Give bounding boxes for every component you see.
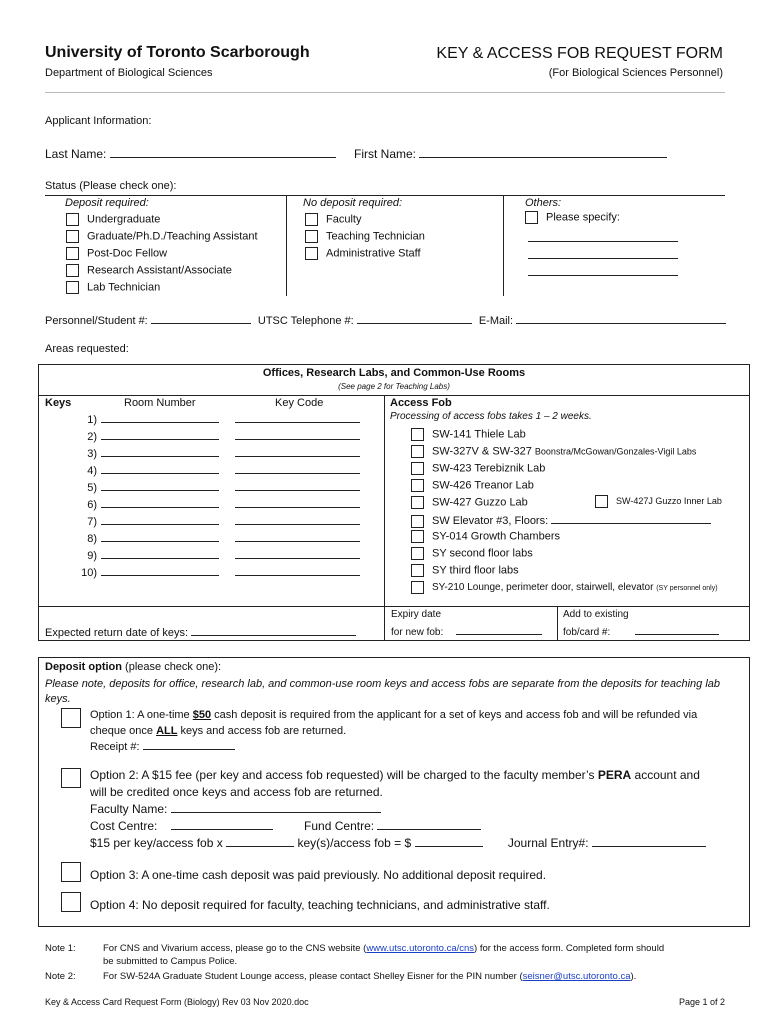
room-number-field[interactable] (101, 514, 219, 525)
key-row: 5) (79, 480, 360, 494)
status-divider (503, 196, 504, 296)
applicant-info-label: Applicant Information: (45, 115, 152, 127)
note-1-label: Note 1: (45, 943, 76, 954)
room-number-field[interactable] (101, 463, 219, 474)
room-number-field[interactable] (101, 565, 219, 576)
status-lab-technician: Lab Technician (66, 281, 160, 294)
header-divider (45, 92, 725, 93)
checkbox[interactable] (411, 547, 424, 560)
status-other: Please specify: (525, 211, 620, 224)
key-code-field[interactable] (235, 565, 360, 576)
key-code-field[interactable] (235, 531, 360, 542)
status-teaching-technician: Teaching Technician (305, 230, 425, 243)
first-name-row (354, 147, 667, 161)
key-row: 1) (79, 412, 360, 426)
others-heading: Others: (525, 197, 562, 209)
room-number-heading: Room Number (124, 397, 196, 409)
note-2-text: For SW-524A Graduate Student Lounge access, please contact Shelley Eisner for the PIN number (seisner@utsc.utoronto.ca). (103, 971, 637, 982)
deposit-required-heading: Deposit required: (65, 197, 149, 209)
fob-item: SY-210 Lounge, perimeter door, stairwell, elevator (SY personnel only) (411, 581, 718, 594)
key-row: 3) (79, 446, 360, 460)
key-code-field[interactable] (235, 548, 360, 559)
checkbox[interactable] (305, 230, 318, 243)
key-row: 4) (79, 463, 360, 477)
room-number-field[interactable] (101, 446, 219, 457)
fob-item-inner-lab: SW-427J Guzzo Inner Lab (595, 495, 722, 508)
checkbox[interactable] (66, 281, 79, 294)
department-name: Department of Biological Sciences (45, 67, 213, 79)
room-number-field[interactable] (101, 548, 219, 559)
key-row: 8) (79, 531, 360, 545)
areas-divider (39, 606, 749, 607)
checkbox[interactable] (411, 564, 424, 577)
status-label: Status (Please check one): (45, 180, 177, 192)
fob-item: SY third floor labs (411, 564, 519, 577)
key-code-field[interactable] (235, 514, 360, 525)
footer-page-number: Page 1 of 2 (678, 997, 725, 1007)
fob-item: SW-426 Treanor Lab (411, 479, 534, 492)
areas-subtitle: (See page 2 for Teaching Labs) (338, 382, 450, 391)
fob-item: SW-427 Guzzo Lab (411, 496, 528, 509)
option-3-checkbox[interactable] (61, 862, 81, 882)
checkbox[interactable] (411, 462, 424, 475)
status-divider (286, 196, 287, 296)
contact-row (45, 313, 726, 327)
amount-field[interactable] (415, 836, 483, 847)
note-2-label: Note 2: (45, 971, 76, 982)
status-faculty: Faculty (305, 213, 361, 226)
room-number-field[interactable] (101, 531, 219, 542)
email-label: E-Mail: (478, 315, 514, 327)
checkbox[interactable] (411, 479, 424, 492)
return-date-field[interactable] (191, 625, 356, 636)
areas-divider (39, 395, 749, 396)
areas-table (38, 364, 750, 641)
phone-field[interactable] (357, 313, 472, 324)
email-field[interactable] (516, 313, 726, 324)
first-name-label: First Name: (354, 147, 417, 161)
checkbox[interactable] (411, 428, 424, 441)
status-postdoc: Post-Doc Fellow (66, 247, 167, 260)
checkbox[interactable] (66, 247, 79, 260)
university-name: University of Toronto Scarborough (45, 44, 310, 61)
key-code-field[interactable] (235, 429, 360, 440)
option-2-text: Option 2: A $15 fee (per key and access fob requested) will be charged to the faculty member’s PERA account and will be credited once keys and access fob are returned. Faculty Name: Cost Centre: Fund Centre: $15 per key/access fob x key(s)/access fob = $ Journal Entry#: (90, 767, 706, 852)
checkbox[interactable] (305, 247, 318, 260)
option-3-text: Option 3: A one-time cash deposit was paid previously. No additional deposit required. (90, 868, 547, 882)
fob-item: SW-327V & SW-327 Boonstra/McGowan/Gonzales-Vigil Labs (411, 445, 696, 458)
checkbox[interactable] (595, 495, 608, 508)
option-4-text: Option 4: No deposit required for faculty, teaching technicians, and administrative staff. (90, 898, 550, 912)
status-admin-staff: Administrative Staff (305, 247, 421, 260)
form-title: KEY & ACCESS FOB REQUEST FORM (436, 45, 723, 62)
deposit-heading: Deposit option (please check one): (45, 661, 222, 673)
option-1-checkbox[interactable] (61, 708, 81, 728)
status-graduate: Graduate/Ph.D./Teaching Assistant (66, 230, 258, 243)
receipt-field[interactable] (143, 739, 235, 750)
other-specify-line[interactable] (528, 241, 678, 242)
areas-title: Offices, Research Labs, and Common-Use Rooms (262, 367, 526, 379)
checkbox[interactable] (411, 496, 424, 509)
option-4-checkbox[interactable] (61, 892, 81, 912)
fob-item: SY second floor labs (411, 547, 533, 560)
fob-item: SY-014 Growth Chambers (411, 530, 560, 543)
cns-website-link[interactable]: www.utsc.utoronto.ca/cns (366, 943, 475, 954)
status-undergraduate: Undergraduate (66, 213, 160, 226)
add-existing-label: Add to existing (563, 609, 629, 620)
elevator-floors-field[interactable] (551, 513, 711, 524)
key-code-field[interactable] (235, 446, 360, 457)
personnel-number-field[interactable] (151, 313, 251, 324)
quantity-field[interactable] (226, 836, 294, 847)
room-number-field[interactable] (101, 429, 219, 440)
existing-card-field[interactable] (635, 624, 719, 635)
footer-document-name: Key & Access Card Request Form (Biology) Rev 03 Nov 2020.doc (45, 997, 309, 1007)
checkbox[interactable] (305, 213, 318, 226)
room-number-field[interactable] (101, 480, 219, 491)
key-row: 2) (79, 429, 360, 443)
room-number-field[interactable] (101, 497, 219, 508)
fob-item: SW-141 Thiele Lab (411, 428, 526, 441)
areas-requested-label: Areas requested: (45, 343, 129, 355)
personnel-number-label: Personnel/Student #: (45, 315, 148, 327)
expiry-date-label: Expiry date (391, 609, 442, 620)
key-row: 9) (79, 548, 360, 562)
fund-centre-field[interactable] (377, 819, 481, 830)
checkbox[interactable] (411, 581, 424, 594)
journal-entry-field[interactable] (592, 836, 706, 847)
room-number-field[interactable] (101, 412, 219, 423)
expiry-date-field[interactable] (456, 624, 542, 635)
checkbox[interactable] (66, 213, 79, 226)
other-specify-line[interactable] (528, 275, 678, 276)
key-row: 7) (79, 514, 360, 528)
key-code-field[interactable] (235, 463, 360, 474)
checkbox[interactable] (411, 445, 424, 458)
return-date-row: Expected return date of keys: (45, 625, 356, 639)
key-code-field[interactable] (235, 497, 360, 508)
fob-item: SW Elevator #3, Floors: (411, 513, 711, 528)
checkbox[interactable] (525, 211, 538, 224)
deposit-section (38, 657, 750, 927)
checkbox[interactable] (66, 230, 79, 243)
checkbox[interactable] (411, 515, 424, 528)
email-link[interactable]: seisner@utsc.utoronto.ca (522, 971, 631, 982)
deposit-note: Please note, deposits for office, research lab, and common-use room keys and access fobs are separate from the deposits for teaching lab keys. (45, 678, 721, 705)
option-2-checkbox[interactable] (61, 768, 81, 788)
keys-heading: Keys (45, 397, 72, 409)
no-deposit-heading: No deposit required: (303, 197, 403, 209)
key-row: 10) (79, 565, 360, 579)
note-1-text: For CNS and Vivarium access, please go to the CNS website (www.utsc.utoronto.ca/cns) for the access form. Completed form should be submitted to Campus Police. (103, 943, 665, 967)
phone-label: UTSC Telephone #: (257, 315, 354, 327)
other-specify-line[interactable] (528, 258, 678, 259)
key-code-heading: Key Code (275, 397, 324, 409)
fob-processing-note: Processing of access fobs takes 1 – 2 weeks. (390, 411, 592, 422)
option-1-text: Option 1: A one-time $50 cash deposit is required from the applicant for a set of keys and access fob and will be refunded via cheque once ALL keys and access fob are returned. Receipt #: (90, 709, 698, 753)
areas-divider (557, 606, 558, 640)
areas-divider (384, 395, 385, 640)
last-name-field[interactable] (110, 147, 336, 158)
checkbox[interactable] (66, 264, 79, 277)
access-fob-heading: Access Fob (390, 397, 452, 409)
key-code-field[interactable] (235, 412, 360, 423)
cost-centre-field[interactable] (171, 819, 273, 830)
first-name-field[interactable] (419, 147, 667, 158)
last-name-label: Last Name: (45, 147, 107, 161)
form-subtitle: (For Biological Sciences Personnel) (548, 67, 723, 79)
last-name-row (45, 147, 336, 161)
status-table (45, 195, 725, 295)
faculty-name-field[interactable] (171, 802, 381, 813)
expiry-date-row: for new fob: (391, 624, 542, 638)
key-code-field[interactable] (235, 480, 360, 491)
existing-card-row: fob/card #: (563, 624, 719, 638)
checkbox[interactable] (411, 530, 424, 543)
key-row: 6) (79, 497, 360, 511)
fob-item: SW-423 Terebiznik Lab (411, 462, 545, 475)
status-research-assistant: Research Assistant/Associate (66, 264, 232, 277)
